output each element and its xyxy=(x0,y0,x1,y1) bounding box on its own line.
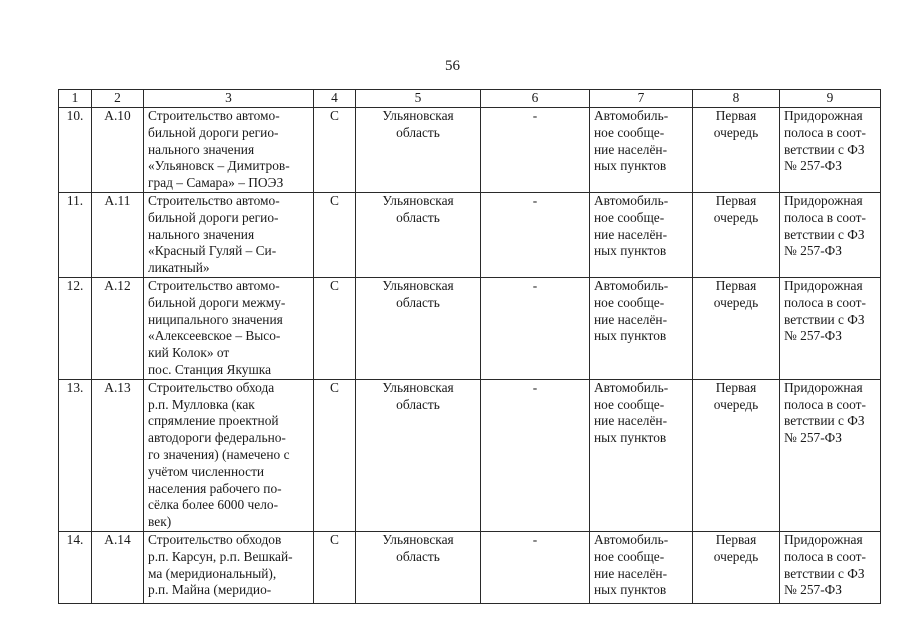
object-name: Строительство автомо- бильной дороги межму- ниципального значения «Алексеевское – Высо- кий Колок» от пос. Станция Якушка xyxy=(144,277,314,379)
object-code: А.12 xyxy=(92,277,144,379)
table-row xyxy=(59,192,881,277)
object-status: С xyxy=(314,108,356,193)
object-priority: Первая очередь xyxy=(693,531,780,603)
object-region: Ульяновская область xyxy=(356,379,481,531)
column-header: 6 xyxy=(481,90,590,108)
object-region: Ульяновская область xyxy=(356,108,481,193)
column-6-value: - xyxy=(481,108,590,193)
column-6-value: - xyxy=(481,277,590,379)
column-6-value: - xyxy=(481,192,590,277)
column-6-value: - xyxy=(481,379,590,531)
object-purpose: Автомобиль- ное сообще- ние населён- ных пунктов xyxy=(590,379,693,531)
column-header: 9 xyxy=(780,90,881,108)
object-purpose: Автомобиль- ное сообще- ние населён- ных пунктов xyxy=(590,192,693,277)
object-code: А.11 xyxy=(92,192,144,277)
table-row xyxy=(59,379,881,531)
object-name: Строительство автомо- бильной дороги регио- нального значения «Красный Гуляй – Си- ликатный» xyxy=(144,192,314,277)
object-status: С xyxy=(314,192,356,277)
object-purpose: Автомобиль- ное сообще- ние населён- ных пунктов xyxy=(590,277,693,379)
row-number: 14. xyxy=(59,531,92,603)
table-row xyxy=(59,277,881,379)
object-zone: Придорожная полоса в соот- ветствии с ФЗ № 257-ФЗ xyxy=(780,379,881,531)
object-region: Ульяновская область xyxy=(356,192,481,277)
object-region: Ульяновская область xyxy=(356,277,481,379)
page-number: 56 xyxy=(445,58,460,74)
column-6-value: - xyxy=(481,531,590,603)
row-number: 10. xyxy=(59,108,92,193)
object-status: С xyxy=(314,379,356,531)
object-zone: Придорожная полоса в соот- ветствии с ФЗ № 257-ФЗ xyxy=(780,531,881,603)
column-header: 7 xyxy=(590,90,693,108)
object-zone: Придорожная полоса в соот- ветствии с ФЗ № 257-ФЗ xyxy=(780,192,881,277)
object-status: С xyxy=(314,531,356,603)
row-number: 11. xyxy=(59,192,92,277)
object-code: А.10 xyxy=(92,108,144,193)
table-row xyxy=(59,108,881,193)
row-number: 12. xyxy=(59,277,92,379)
object-region: Ульяновская область xyxy=(356,531,481,603)
object-name: Строительство обхода р.п. Мулловка (как спрямление проектной автодороги федерально- го значения) (намечено с учётом численности населения рабочего по- сёлка более 6000 чело- век) xyxy=(144,379,314,531)
column-header: 1 xyxy=(59,90,92,108)
object-purpose: Автомобиль- ное сообще- ние населён- ных пунктов xyxy=(590,108,693,193)
object-zone: Придорожная полоса в соот- ветствии с ФЗ № 257-ФЗ xyxy=(780,277,881,379)
object-priority: Первая очередь xyxy=(693,108,780,193)
object-priority: Первая очередь xyxy=(693,379,780,531)
object-table xyxy=(58,89,881,604)
object-priority: Первая очередь xyxy=(693,277,780,379)
column-header: 4 xyxy=(314,90,356,108)
column-header: 5 xyxy=(356,90,481,108)
object-name: Строительство обходов р.п. Карсун, р.п. Вешкай- ма (меридиональный), р.п. Майна (меридио- xyxy=(144,531,314,603)
row-number: 13. xyxy=(59,379,92,531)
object-purpose: Автомобиль- ное сообще- ние населён- ных пунктов xyxy=(590,531,693,603)
object-name: Строительство автомо- бильной дороги регио- нального значения «Ульяновск – Димитров- град – Самара» – ПОЭЗ xyxy=(144,108,314,193)
column-header: 3 xyxy=(144,90,314,108)
object-zone: Придорожная полоса в соот- ветствии с ФЗ № 257-ФЗ xyxy=(780,108,881,193)
object-code: А.14 xyxy=(92,531,144,603)
column-header: 2 xyxy=(92,90,144,108)
object-priority: Первая очередь xyxy=(693,192,780,277)
object-code: А.13 xyxy=(92,379,144,531)
column-header: 8 xyxy=(693,90,780,108)
table-header-row xyxy=(59,90,881,108)
object-status: С xyxy=(314,277,356,379)
table-row xyxy=(59,531,881,603)
